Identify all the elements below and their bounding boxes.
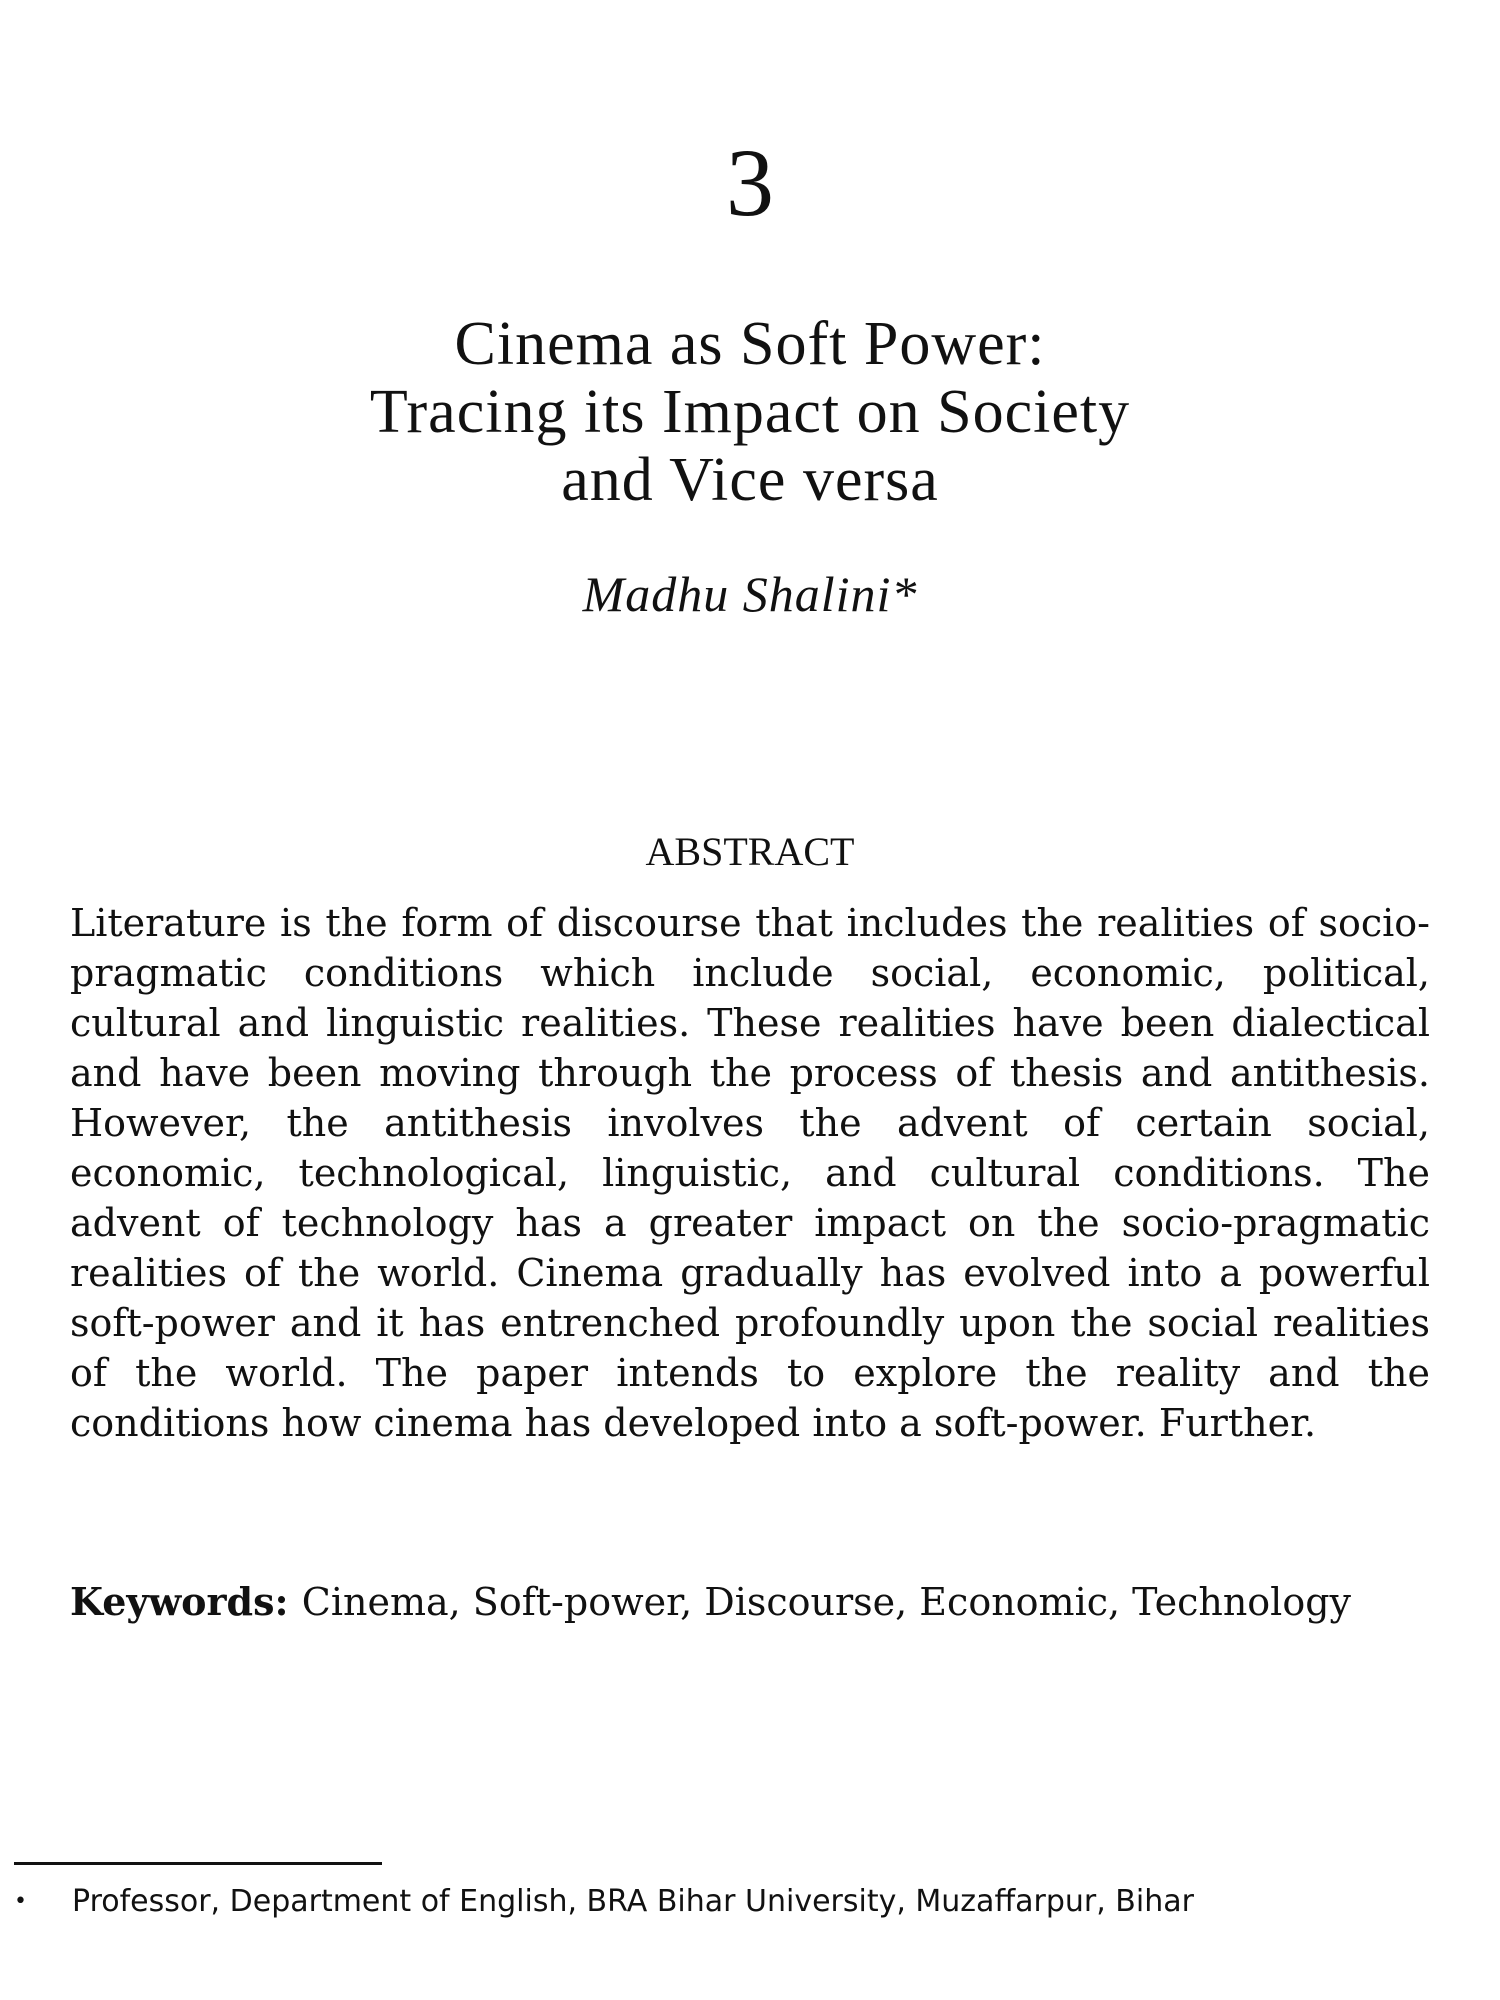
- title-line-2: Tracing its Impact on Society: [369, 378, 1131, 446]
- chapter-number: 3: [726, 129, 774, 236]
- title-line-1: Cinema as Soft Power:: [454, 310, 1046, 378]
- title-line-3: and Vice versa: [561, 446, 939, 514]
- keywords: [70, 1577, 1430, 1627]
- keywords-text: Cinema, Soft-power, Discourse, Economic, Technology: [301, 1580, 1351, 1624]
- abstract-text: Literature is the form of discourse that includes the realities of socio-pragmatic conditions which include social, economic, political, cultural and linguistic realities. These realities have been dialectical and have been moving through the process of thesis and antithesis. However, the antithesis involves the advent of certain social, economic, technological, linguistic, and cultural conditions. The advent of technology has a greater impact on the socio-pragmatic realities of the world. Cinema gradually has evolved into a powerful soft-power and it has entrenched profoundly upon the social realities of the world. The paper intends to explore the reality and the conditions how cinema has developed into a soft-power. Further.: [70, 901, 1430, 1445]
- keywords-label: Keywords:: [70, 1579, 302, 1624]
- author-name: Madhu Shalini*: [582, 566, 918, 622]
- footnote-divider: [14, 1862, 382, 1865]
- chapter-title: [150, 310, 1350, 514]
- footnote: [14, 1880, 1494, 1924]
- footnote-marker: •: [14, 1889, 27, 1914]
- footnote-text: Professor, Department of English, BRA Bihar University, Muzaffarpur, Bihar: [72, 1884, 1194, 1919]
- abstract-heading: ABSTRACT: [645, 829, 855, 874]
